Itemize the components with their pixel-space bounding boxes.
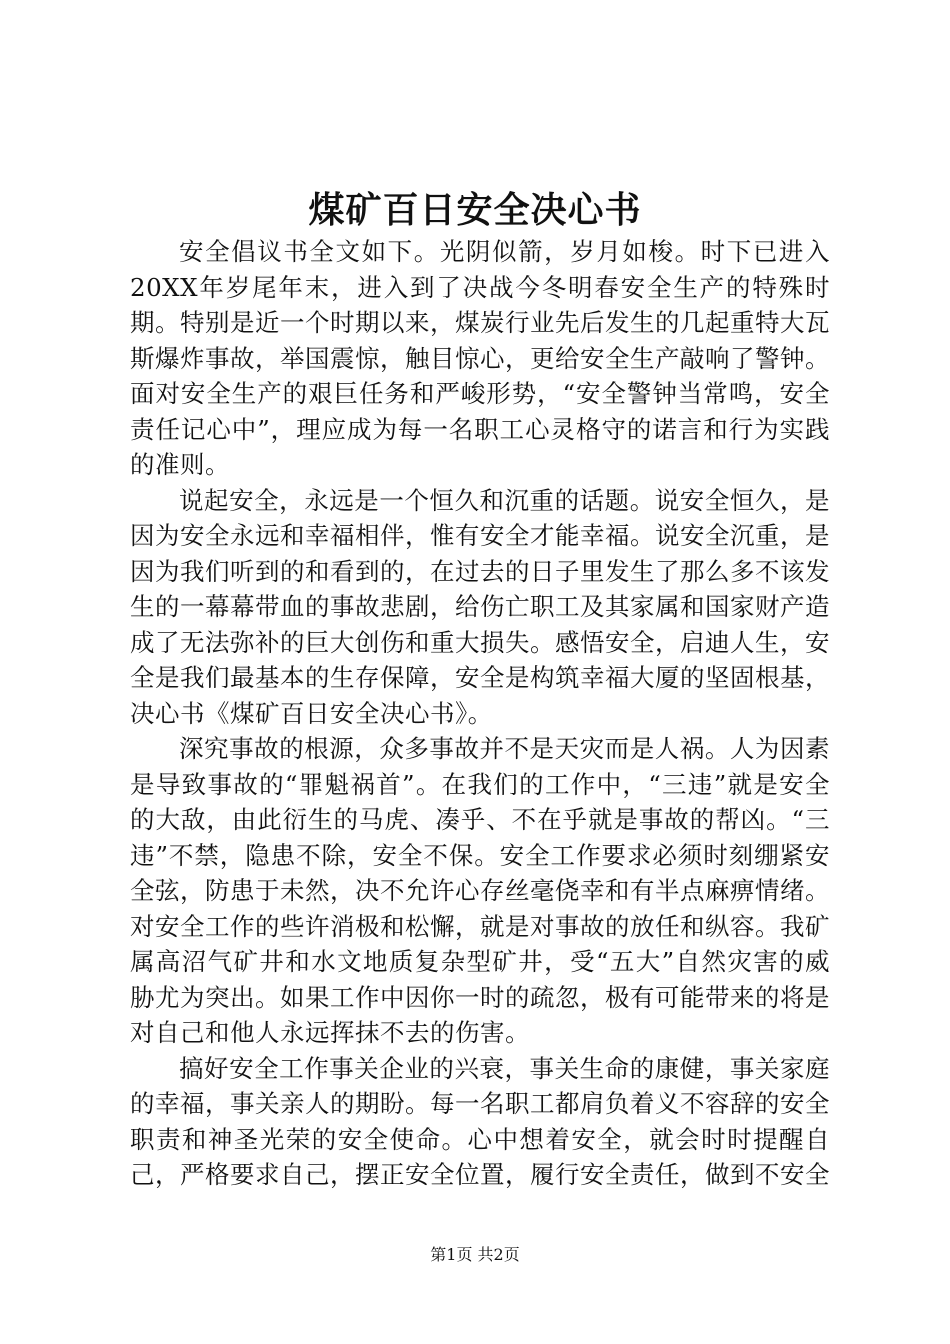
document-body: [130, 234, 830, 1194]
document-title: 煤矿百日安全决心书: [308, 189, 642, 231]
paragraph-2: 说起安全，永远是一个恒久和沉重的话题。说安全恒久，是因为安全永远和幸福相伴，惟有安全才能幸福。说安全沉重，是因为我们听到的和看到的，在过去的日子里发生了那么多不该发生的一幕幕带血的事故悲剧，给伤亡职工及其家属和国家财产造成了无法弥补的巨大创伤和重大损失。感悟安全，启迪人生，安全是我们最基本的生存保障，安全是构筑幸福大厦的坚固根基，决心书《煤矿百日安全决心书》。: [130, 485, 830, 728]
paragraph-1: 安全倡议书全文如下。光阴似箭，岁月如梭。时下已进入20XX年岁尾年末，进入到了决战今冬明春安全生产的特殊时期。特别是近一个时期以来，煤炭行业先后发生的几起重特大瓦斯爆炸事故，举国震惊，触目惊心，更给安全生产敲响了警钟。面对安全生产的艰巨任务和严峻形势，“安全警钟当常鸣，安全责任记心中”，理应成为每一名职工心灵格守的诺言和行为实践的准则。: [130, 237, 830, 479]
page-number: 第1页 共2页: [430, 1245, 520, 1264]
paragraph-3: 深究事故的根源，众多事故并不是天灾而是人祸。人为因素是导致事故的“罪魁祸首”。在我们的工作中，“三违”就是安全的大敌，由此衍生的马虎、凑乎、不在乎就是事故的帮凶。“三违”不禁，隐患不除，安全不保。安全工作要求必须时刻绷紧安全弦，防患于未然，决不允许心存丝毫侥幸和有半点麻痹情绪。对安全工作的些许消极和松懈，就是对事故的放任和纵容。我矿属高沼气矿井和水文地质复杂型矿井，受“五大”自然灾害的威胁尤为突出。如果工作中因你一时的疏忽，极有可能带来的将是对自己和他人永远挥抹不去的伤害。: [130, 734, 830, 1047]
paragraph-4: 搞好安全工作事关企业的兴衰，事关生命的康健，事关家庭的幸福，事关亲人的期盼。每一名职工都肩负着义不容辞的安全职责和神圣光荣的安全使命。心中想着安全，就会时时提醒自己，严格要求自己，摆正安全位置，履行安全责任，做到不安全: [130, 1053, 830, 1189]
